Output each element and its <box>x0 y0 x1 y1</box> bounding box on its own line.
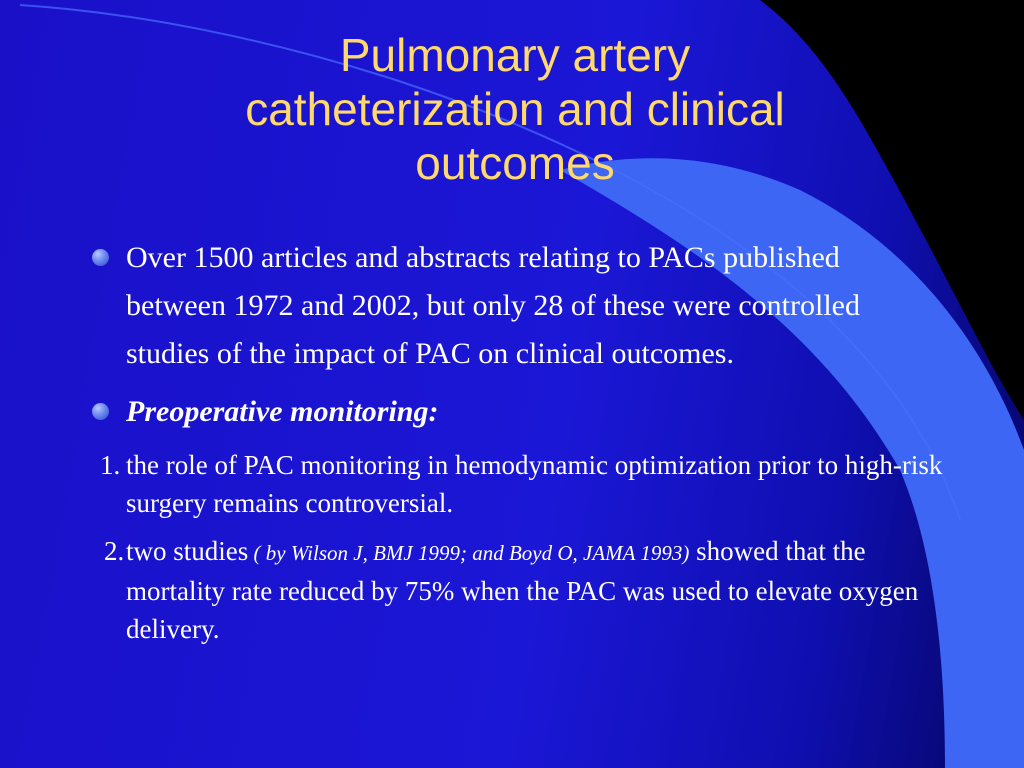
item-number: 1. <box>100 450 121 480</box>
bullet-dot-icon <box>92 249 109 266</box>
slide-body <box>86 234 946 648</box>
bullet-text: Preoperative monitoring: <box>126 395 439 428</box>
item-text: the role of PAC monitoring in hemodynamic optimization prior to high-risk surgery remains controversial. <box>126 450 943 518</box>
slide-title <box>60 28 970 190</box>
citation-text: ( by Wilson J, BMJ 1999; and Boyd O, JAMA 1993) <box>248 541 690 565</box>
item-text: showed that the mortality rate reduced by 75% when the PAC was used to elevate oxygen delivery. <box>126 536 919 644</box>
item-number: 2. <box>104 536 125 566</box>
numbered-item <box>86 532 946 648</box>
bullet-text: Over 1500 articles and abstracts relating to PACs published between 1972 and 2002, but only 28 of these were controlled studies of the impact of PAC on clinical outcomes. <box>126 241 860 370</box>
numbered-item <box>86 446 946 522</box>
title-line: Pulmonary artery <box>339 29 691 81</box>
bullet-item <box>86 234 946 378</box>
item-lead-text: two studies <box>126 536 249 566</box>
title-line: catheterization and clinical <box>245 83 785 135</box>
bullet-item <box>86 388 946 436</box>
bullet-dot-icon <box>92 403 109 420</box>
title-line: outcomes <box>415 137 615 189</box>
